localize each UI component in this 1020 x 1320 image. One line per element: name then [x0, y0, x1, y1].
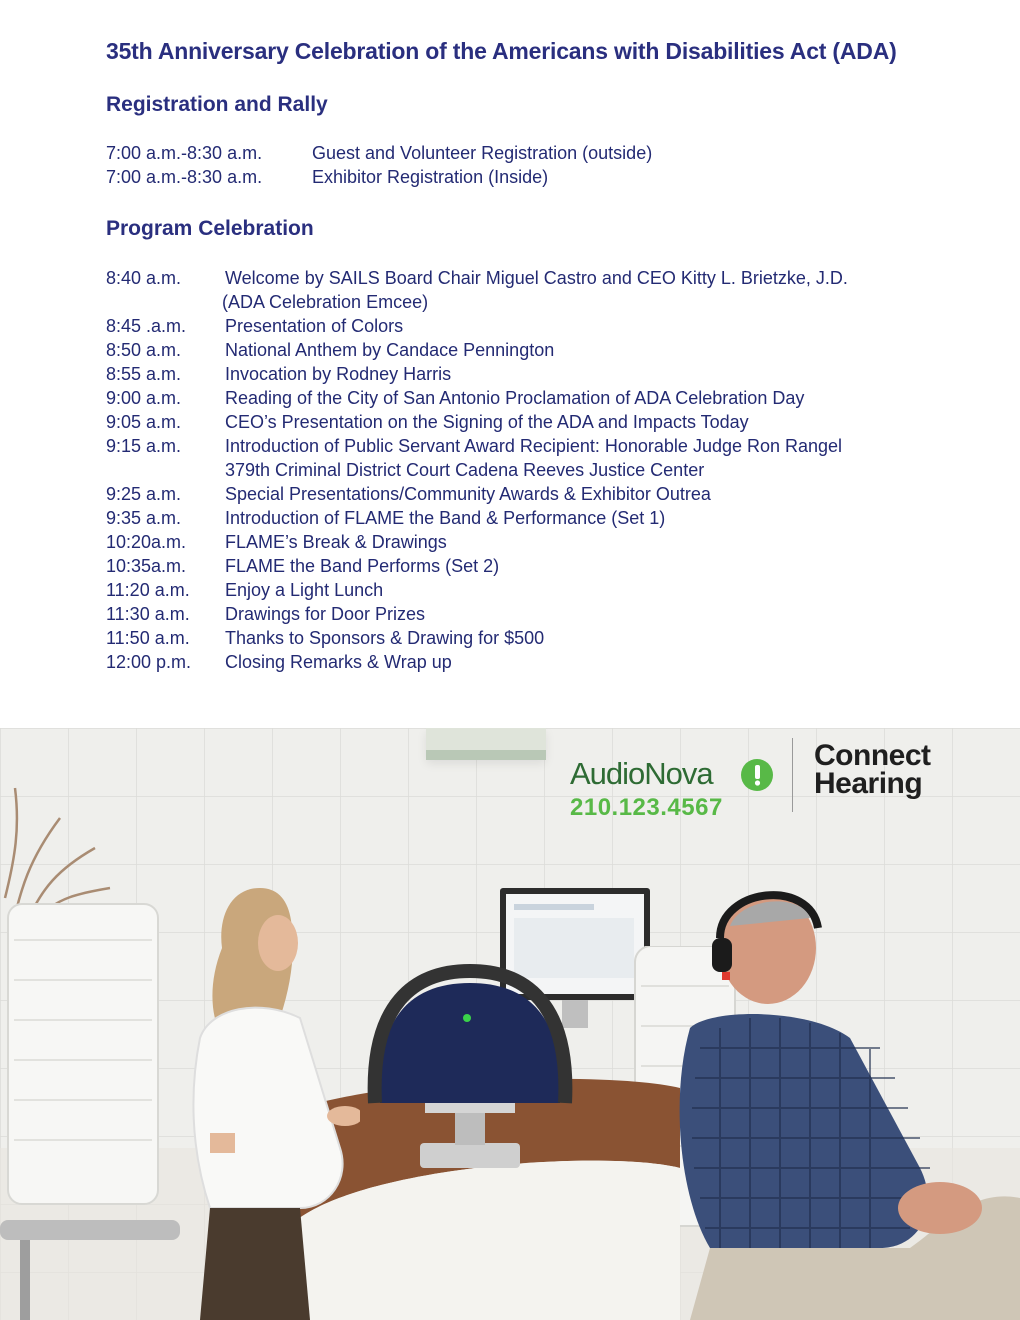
program-row [106, 410, 1006, 434]
phone-number[interactable]: 210.123.4567 [570, 794, 723, 821]
program-time: 10:35a.m. [106, 556, 187, 576]
program-time: 9:25 a.m. [106, 484, 182, 504]
program-desc: Drawings for Door Prizes [225, 604, 426, 624]
audiometer-device [355, 953, 585, 1168]
program-time: 8:45 .a.m. [106, 316, 187, 336]
program-time: 9:05 a.m. [106, 412, 182, 432]
program-time: 11:30 a.m. [106, 604, 190, 624]
audionova-logo: AudioNova [570, 756, 713, 791]
program-desc: Presentation of Colors [225, 316, 404, 336]
program-row [106, 338, 1006, 362]
hearing-test-photo [0, 728, 1020, 1320]
program-time: 9:15 a.m. [106, 436, 182, 456]
connect-hearing-line1: Connect [814, 739, 931, 772]
program-row [106, 506, 1006, 530]
program-time: 8:40 a.m. [106, 268, 182, 288]
registration-time: 7:00 a.m.-8:30 a.m. [106, 167, 263, 187]
program-time: 9:35 a.m. [106, 508, 182, 528]
audiologist-woman [110, 848, 360, 1320]
program-desc: National Anthem by Candace Pennington [225, 340, 555, 360]
program-desc: Introduction of Public Servant Award Recipient: Honorable Judge Ron Rangel [225, 436, 843, 456]
program-time: 11:50 a.m. [106, 628, 190, 648]
program-time: 11:20 a.m. [106, 580, 190, 600]
program-row [106, 434, 1006, 482]
brand-divider [792, 738, 793, 812]
program-desc: Invocation by Rodney Harris [225, 364, 452, 384]
ceiling-lamp-rim [426, 750, 546, 760]
program-time: 9:00 a.m. [106, 388, 182, 408]
program-list [106, 266, 1006, 674]
program-time: 10:20a.m. [106, 532, 187, 552]
program-desc-continued: (ADA Celebration Emcee) [222, 292, 429, 312]
program-desc: CEO’s Presentation on the Signing of the ADA and Impacts Today [225, 412, 749, 432]
program-time: 12:00 p.m. [106, 652, 192, 672]
audionova-ear-icon [740, 758, 774, 792]
registration-desc: Guest and Volunteer Registration (outside) [312, 143, 653, 163]
program-desc: Enjoy a Light Lunch [225, 580, 384, 600]
program-row [106, 530, 1006, 554]
program-desc: Special Presentations/Community Awards & Exhibitor Outrea [225, 484, 711, 504]
program-desc: FLAME’s Break & Drawings [225, 532, 447, 552]
connect-hearing-line2: Hearing [814, 767, 923, 800]
program-row [106, 554, 1006, 578]
page-title: 35th Anniversary Celebration of the Americans with Disabilities Act (ADA) [106, 38, 897, 64]
registration-time: 7:00 a.m.-8:30 a.m. [106, 143, 263, 163]
patient-man-with-headphones [650, 868, 1020, 1320]
connect-hearing-logo [814, 739, 931, 800]
program-desc: Closing Remarks & Wrap up [225, 652, 452, 672]
program-desc-continued: 379th Criminal District Court Cadena Reeves Justice Center [225, 460, 705, 480]
program-row [106, 602, 1006, 626]
program-row [106, 386, 1006, 410]
registration-heading: Registration and Rally [106, 93, 328, 116]
program-desc: Reading of the City of San Antonio Proclamation of ADA Celebration Day [225, 388, 805, 408]
program-row [106, 266, 1006, 314]
program-row [106, 650, 1006, 674]
program-desc: Welcome by SAILS Board Chair Miguel Castro and CEO Kitty L. Brietzke, J.D. [225, 268, 848, 288]
program-row [106, 578, 1006, 602]
program-desc: Introduction of FLAME the Band & Performance (Set 1) [225, 508, 666, 528]
program-desc: FLAME the Band Performs (Set 2) [225, 556, 500, 576]
program-desc: Thanks to Sponsors & Drawing for $500 [225, 628, 545, 648]
program-row [106, 362, 1006, 386]
program-heading: Program Celebration [106, 217, 314, 240]
program-row [106, 314, 1006, 338]
registration-desc: Exhibitor Registration (Inside) [312, 167, 549, 187]
program-time: 8:50 a.m. [106, 340, 182, 360]
program-time: 8:55 a.m. [106, 364, 182, 384]
program-row [106, 626, 1006, 650]
program-row [106, 482, 1006, 506]
